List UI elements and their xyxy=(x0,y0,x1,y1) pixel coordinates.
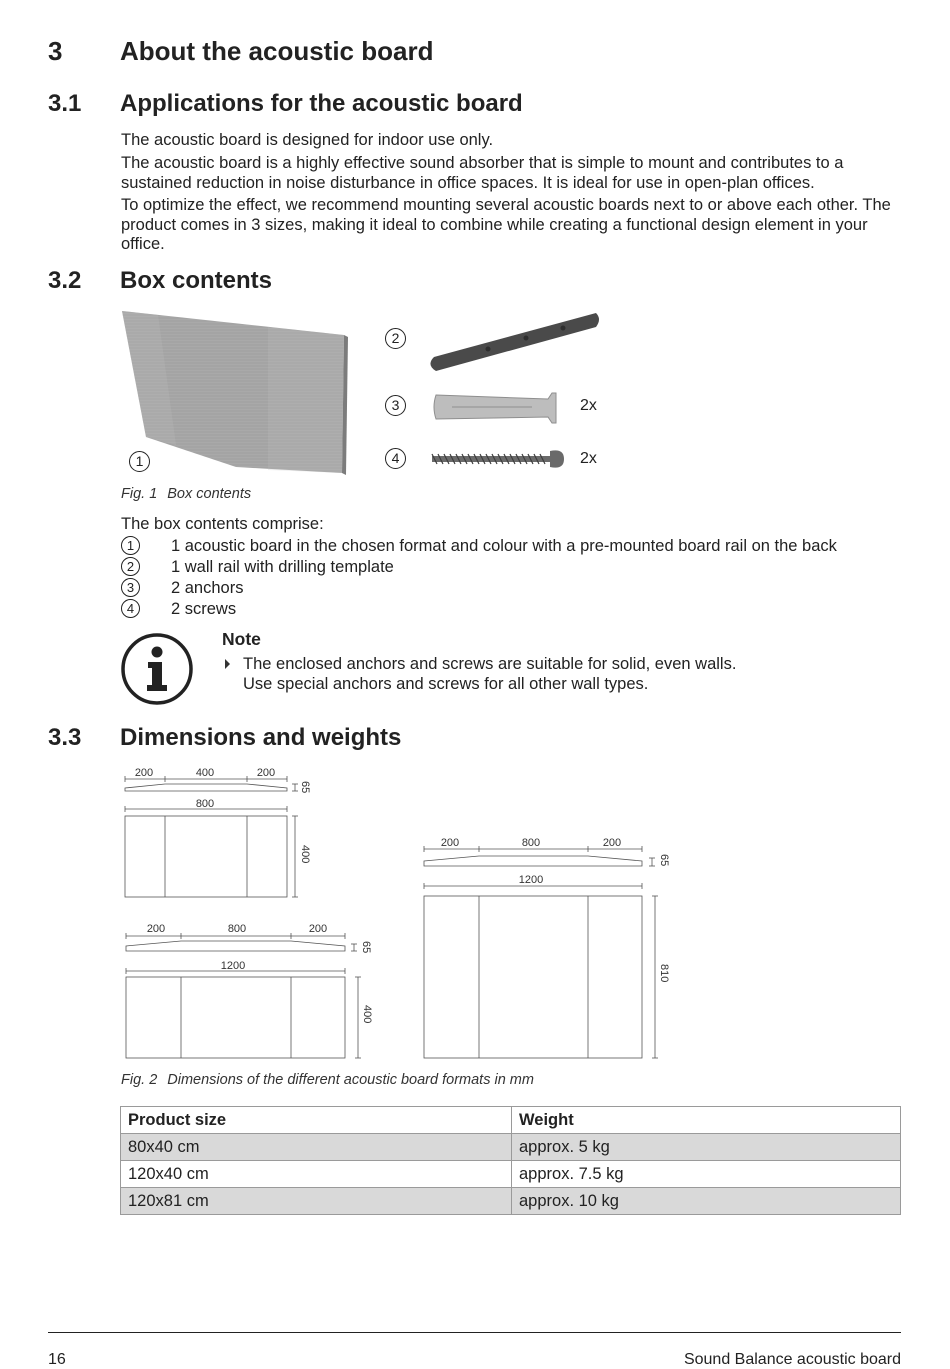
table-header-weight: Weight xyxy=(512,1107,901,1134)
note-line-2: Use special anchors and screws for all other wall types. xyxy=(243,674,649,693)
paragraph-indoor-use: The acoustic board is designed for indoor use only. xyxy=(121,131,494,149)
screw-image xyxy=(432,450,564,467)
section-3-2-number: 3.2 xyxy=(48,267,82,294)
list-item-text: 1 wall rail with drilling template xyxy=(171,558,394,576)
dim-label: 200 xyxy=(440,837,460,849)
weights-table xyxy=(120,1106,901,1215)
section-3-3-title: Dimensions and weights xyxy=(120,724,402,751)
dim-label: 1200 xyxy=(220,960,246,972)
list-item-text: 1 acoustic board in the chosen format and colour with a pre-mounted board rail on the back xyxy=(171,537,837,555)
table-cell: 120x40 cm xyxy=(121,1161,512,1188)
dim-label: 200 xyxy=(602,837,622,849)
note-text xyxy=(243,655,736,694)
box-contents-figure xyxy=(118,305,618,480)
figure-marker-2: 2 xyxy=(385,328,406,349)
anchor-quantity: 2x xyxy=(580,397,597,414)
table-header-product-size: Product size xyxy=(121,1107,512,1134)
wall-rail-image xyxy=(430,313,599,371)
chapter-title: About the acoustic board xyxy=(120,36,434,66)
screw-quantity: 2x xyxy=(580,450,597,467)
table-cell: 120x81 cm xyxy=(121,1188,512,1215)
note-title: Note xyxy=(222,629,261,649)
footer-divider xyxy=(48,1332,901,1333)
dim-label: 65 xyxy=(658,854,670,867)
section-3-3-number: 3.3 xyxy=(48,724,82,751)
figure-marker-1: 1 xyxy=(129,451,150,472)
paragraph-sound-absorber: The acoustic board is a highly effective sound absorber that is simple to mount and contributes to a sustained reduction in noise disturbance in office spaces. It is ideal for use in open-plan offices. xyxy=(121,154,844,192)
section-3-1-title: Applications for the acoustic board xyxy=(120,90,523,117)
dim-label: 200 xyxy=(134,767,154,779)
dim-label: 800 xyxy=(195,798,215,810)
anchor-image xyxy=(434,393,556,423)
dimension-drawings xyxy=(0,760,700,1070)
note-bullet-icon xyxy=(224,658,232,670)
page-number: 16 xyxy=(48,1351,66,1368)
dim-label: 800 xyxy=(521,837,541,849)
dim-label: 200 xyxy=(256,767,276,779)
table-header-row xyxy=(121,1107,901,1134)
list-marker: 4 xyxy=(121,599,140,618)
figure-2-caption-text: Dimensions of the different acoustic board formats in mm xyxy=(167,1072,534,1088)
list-marker: 2 xyxy=(121,557,140,576)
table-row xyxy=(121,1134,901,1161)
note-line-1: The enclosed anchors and screws are suitable for solid, even walls. xyxy=(243,655,737,673)
dim-label: 1200 xyxy=(518,874,544,886)
dim-label: 400 xyxy=(361,1005,373,1024)
chapter-number: 3 xyxy=(48,36,63,66)
table-cell: 80x40 cm xyxy=(121,1134,512,1161)
dim-label: 65 xyxy=(299,781,311,794)
list-item-text: 2 anchors xyxy=(171,579,244,597)
figure-2-caption-number: Fig. 2 xyxy=(121,1072,158,1088)
table-row xyxy=(121,1161,901,1188)
dim-label: 400 xyxy=(195,767,215,779)
box-contents-intro: The box contents comprise: xyxy=(121,515,324,533)
list-marker: 1 xyxy=(121,536,140,555)
figure-1-caption-number: Fig. 1 xyxy=(121,486,158,502)
acoustic-board-image xyxy=(122,311,348,475)
dim-label: 65 xyxy=(360,941,372,954)
figure-marker-3: 3 xyxy=(385,395,406,416)
paragraph-optimize: To optimize the effect, we recommend mounting several acoustic boards next to or above each other. The product comes in 3 sizes, making it ideal to combine while creating a functional design element in your office. xyxy=(121,196,891,253)
figure-marker-4: 4 xyxy=(385,448,406,469)
dim-label: 800 xyxy=(227,923,247,935)
table-cell: approx. 7.5 kg xyxy=(512,1161,901,1188)
table-cell: approx. 5 kg xyxy=(512,1134,901,1161)
table-cell: approx. 10 kg xyxy=(512,1188,901,1215)
figure-1-caption xyxy=(121,486,251,502)
info-icon xyxy=(120,632,194,706)
section-3-1-number: 3.1 xyxy=(48,90,82,117)
board-120x40-drawing xyxy=(126,933,361,1058)
list-marker: 3 xyxy=(121,578,140,597)
figure-2-caption xyxy=(121,1072,534,1088)
figure-1-caption-text: Box contents xyxy=(167,486,252,502)
section-3-2-title: Box contents xyxy=(120,267,273,294)
table-row xyxy=(121,1188,901,1215)
dim-label: 810 xyxy=(658,964,670,983)
dim-label: 200 xyxy=(146,923,166,935)
dim-label: 200 xyxy=(308,923,328,935)
board-80x40-drawing xyxy=(125,776,298,897)
footer-product-name: Sound Balance acoustic board xyxy=(683,1351,901,1368)
list-item-text: 2 screws xyxy=(171,600,237,618)
dim-label: 400 xyxy=(299,845,311,864)
